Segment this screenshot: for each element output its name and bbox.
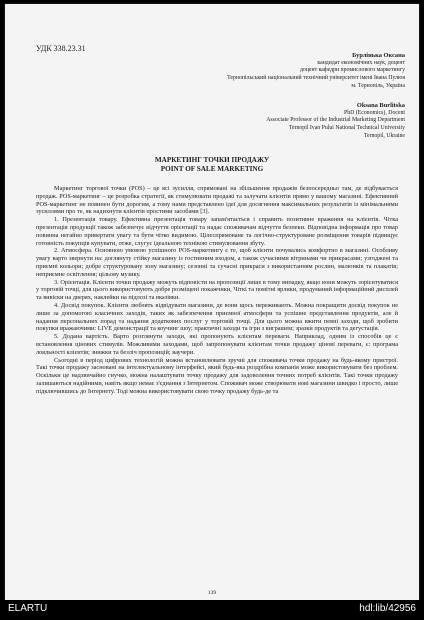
paragraph: 3. Орієнтація. Клієнти точки продажу можуть відповісти на пропозиції лише в тому випадку, якщо вони можуть зорієнтуватися у торговій точці, для цього використовують добре розміщені покажчики, Чіткі та помітні ярлики, продуманий інформаційний дисплей та вивіски на дверях, наклейки на підлозі та вказівки. [36,278,398,302]
paragraph: 4. Досвід покупок. Клієнти люблять відвідувати магазини, де вони щось переживають. Можна покращити досвід покупок не лише за допомогою класичних заходів, таких як забезпечення приємної атмосфери та успішне представлення продуктів, але й надання персональних порад та надання додаткових послуг у торговій точці. Для цього можна вжити певні заходи, щоб зробити покупки вражаючими: LIVE демонстрації та коучинг шоу; практичні заходи та ігри з виграшем; зразки продуктів та дегустація. [36,301,398,333]
footer-bar [0,600,424,620]
page-number: 139 [207,590,217,596]
author-block-ua [227,52,405,91]
author-line: Ternopil, Ukraine [363,132,405,139]
author-line: Тернопільський національний технічний університет імені Івана Пулюя [227,75,405,82]
footer-repository-name: ELARTU [8,603,48,614]
footer-handle-link[interactable]: hdl:lib/42956 [359,603,416,614]
author-line: м. Тернопіль, Україна [351,82,405,89]
paragraph: Сьогодні в період цифрових технологій можна встановлювати зручні для споживача точки продажу на будь-якому пристрої. Такі точки продажу засновані на інтелектуальному інтерфейсі, який будь-яка роздрібна компанія може використовувати без проблем. Оскільки це надзвичайно гнучко, можна налаштувати точку продажу для задоволення точних потреб клієнтів. Такі точки продажу залишаються надійними, навіть якщо немає з'єднання з Інтернетом. Споживач може створювати нові магазини швидко і просто, лише підключившись до Інтернету. Тоді можна використовувати свою точку продажу будь-де та [36,356,398,395]
title-en: POINT OF SALE MARKETING [160,165,264,173]
paragraph: 2. Атмосфера. Основною умовою успішного POS-маркетингу є те, щоб клієнти почувались комфортно в магазині. Особливу увагу варто звернути на: доглянуту стійку магазину із гостинним входом, а також сучасними вітринами чи прикрасами; узгоджені та приємні кольори; добре структуровану зону магазину; сезонні та сучасні прикраси з використанням рослин, малюнків та плакатів; неприємне освітлення; цільову музику. [36,247,398,278]
author-line: PhD (Economics), Docent [343,109,405,116]
author-line: Associate Professor of the Industrial Marketing Department [266,117,405,124]
author-name-ua: Бурлінька Оксана [352,52,405,59]
author-block-en [266,102,405,141]
article-body [36,185,398,396]
author-name-en: Oksana Burlitska [356,102,405,109]
paragraph: Маркетинг торгової точки (POS) – це всі зусилля, спрямовані на збільшення продажів безпосередньо там, де відбувається продаж. POS-маркетинг – це розробка стратегії, як стимулювати продажі та залучати клієнтів прямо у вашому магазині. Ефективний POS-маркетинг не повинен бути дорогим, а тому нами представлено ідеї для досягнення максимальних результатів із мінімальними зусиллями про те, як надихнути клієнтів простими засобами [3]. [36,185,398,216]
paragraph: 1. Презентація товару. Ефективна презентація товару запам'ятається і справить позитивне враження на клієнтів. Чітка презентація продукції також забезпечує відчуття орієнтації та надає споживачам відчуття безпеки. Відповідна інформація про товар повинна негайно привертати увагу та бути чітко видимою. Цілеспрямоване та логічно-структуроване розміщення товарів підвищує готовність покупців купувати, отже, слугує ідеальною технікою стимулювання збуту. [36,216,398,247]
author-line: Ternopil Ivan Pului National Technical University [288,125,405,132]
author-line: кандидат економічних наук, доцент [317,59,405,66]
udc-code: УДК 338.23.31 [36,44,86,53]
document-page [5,4,419,600]
title-ua: МАРКЕТИНГ ТОЧКИ ПРОДАЖУ [154,156,270,164]
author-line: доцент кафедри промислового маркетингу [299,67,405,74]
paragraph: 5. Додана вартість. Варто розглянути заходи, які пропонують клієнтам переваги. Наприклад, одним із способів це є встановлення цінових стимулів. Можливими заходами, щоб запропонувати клієнтам точки продажу цінові переваги, є: програма лояльності клієнтів; знижки та безліч пропозицій; ваучери. [36,333,398,356]
